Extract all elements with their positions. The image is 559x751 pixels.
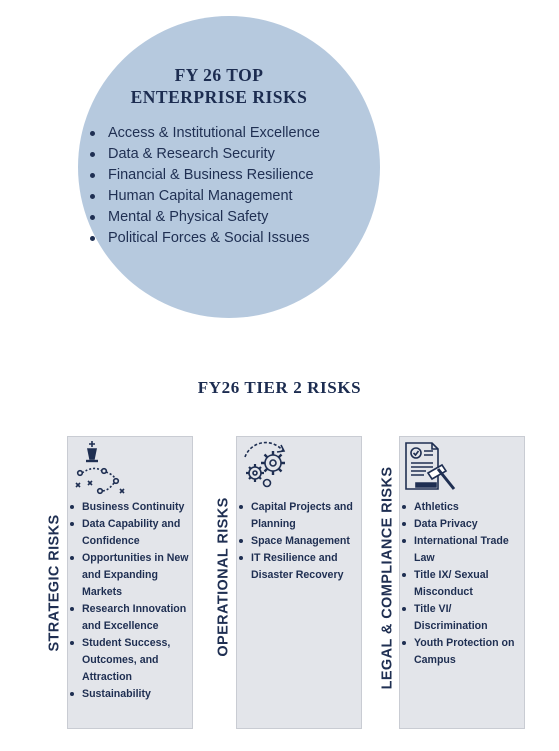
top-risk-item: Data & Research Security — [88, 144, 388, 165]
top-risks-title-line2: ENTERPRISE RISKS — [130, 87, 308, 107]
operational-risk-item: IT Resilience and Disaster Recovery — [237, 550, 361, 584]
top-risk-item: Access & Institutional Excellence — [88, 123, 388, 144]
strategic-risk-item: Business Continuity — [68, 499, 192, 516]
top-risk-item: Financial & Business Resilience — [88, 165, 388, 186]
top-risk-item: Human Capital Management — [88, 186, 388, 207]
strategic-risk-item: Student Success, Outcomes, and Attraction — [68, 635, 192, 686]
gavel-document-icon — [402, 439, 462, 497]
operational-risks-label: OPERATIONAL RISKS — [216, 497, 232, 657]
strategic-risk-item: Sustainability — [68, 686, 192, 703]
legal-risk-item: Data Privacy — [400, 516, 524, 533]
top-risks-title — [78, 64, 360, 108]
strategy-chess-icon — [70, 437, 126, 499]
top-risk-item: Political Forces & Social Issues — [88, 228, 388, 249]
operational-risk-item: Space Management — [237, 533, 361, 550]
top-risks-title-line1: FY 26 TOP — [174, 65, 264, 85]
strategic-risk-item: Research Innovation and Excellence — [68, 601, 192, 635]
legal-compliance-risks-list — [400, 499, 524, 669]
legal-risk-item: Athletics — [400, 499, 524, 516]
operational-risks-panel — [236, 436, 362, 729]
strategic-risks-list — [68, 499, 192, 703]
strategic-risk-item: Opportunities in New and Expanding Markets — [68, 550, 192, 601]
legal-risk-item: Title IX/ Sexual Misconduct — [400, 567, 524, 601]
strategic-risks-label: STRATEGIC RISKS — [47, 514, 64, 652]
operational-risk-item: Capital Projects and Planning — [237, 499, 361, 533]
legal-risk-item: International Trade Law — [400, 533, 524, 567]
strategic-risks-panel — [67, 436, 193, 729]
legal-risk-item: Title VI/ Discrimination — [400, 601, 524, 635]
legal-risk-item: Youth Protection on Campus — [400, 635, 524, 669]
tier2-title: FY26 TIER 2 RISKS — [197, 378, 362, 397]
top-risk-item: Mental & Physical Safety — [88, 207, 388, 228]
legal-compliance-risks-panel — [399, 436, 525, 729]
gears-icon — [237, 437, 293, 493]
legal-compliance-risks-label: LEGAL & COMPLIANCE RISKS — [379, 466, 396, 690]
strategic-risk-item: Data Capability and Confidence — [68, 516, 192, 550]
operational-risks-list — [237, 499, 361, 584]
top-risks-list — [88, 123, 388, 249]
